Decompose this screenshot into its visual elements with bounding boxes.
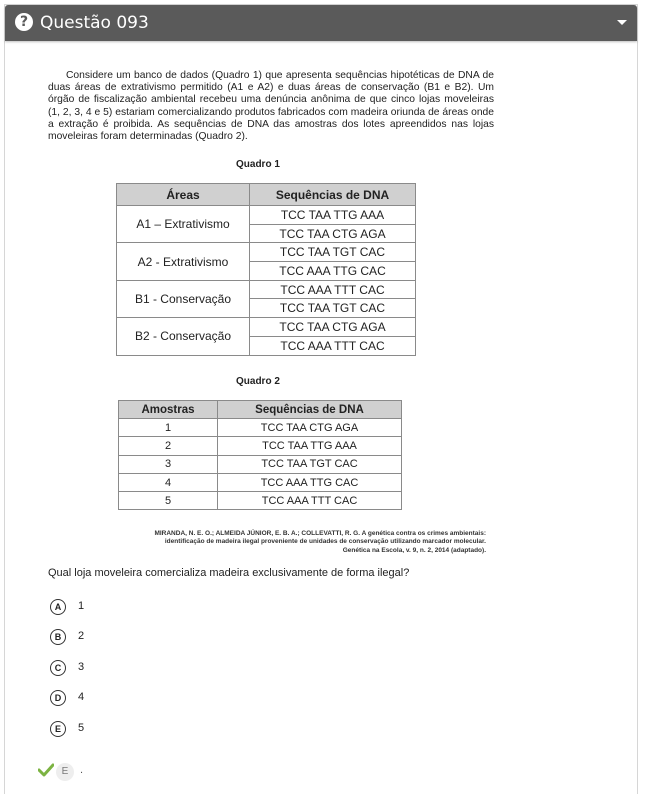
quadro1-seq: TCC TAA TTG AAA (250, 206, 416, 225)
reference-citation (48, 530, 486, 555)
quadro1-seq: TCC TAA CTG AGA (250, 318, 416, 337)
reference-line: identificação de madeira ilegal proveniente de unidades de conservação utilizando marcador molecular. (164, 538, 486, 546)
quadro1-area: B2 - Conservação (117, 318, 250, 355)
quadro1-title: Quadro 1 (236, 159, 280, 170)
quadro1-seq: TCC TAA TGT CAC (250, 243, 416, 262)
quadro2-seq: TCC TAA TTG AAA (218, 437, 402, 455)
option-letter-e[interactable]: E (50, 721, 66, 737)
quadro2-amostra: 3 (119, 455, 218, 473)
option-text[interactable]: 2 (78, 630, 85, 642)
quadro2-header-amostras: Amostras (119, 401, 218, 419)
reference-line: MIRANDA, N. E. O.; ALMEIDA JÚNIOR, E. B. A.; COLLEVATTI, R. G. A genética contra os crimes ambientais: (154, 530, 486, 537)
question-title: Questão 093 (40, 13, 149, 33)
quadro2-title: Quadro 2 (236, 376, 280, 387)
quadro1-seq: TCC TAA TGT CAC (250, 299, 416, 318)
quadro2-seq: TCC TAA TGT CAC (218, 455, 402, 473)
option-letter-b[interactable]: B (50, 629, 66, 645)
quadro1-header-seq: Sequências de DNA (250, 184, 416, 206)
question-header[interactable] (5, 5, 637, 41)
quadro1-area: A1 – Extrativismo (117, 206, 250, 243)
quadro2-header-seq: Sequências de DNA (218, 401, 402, 419)
option-text[interactable]: 1 (78, 600, 85, 612)
quadro1-header-areas: Áreas (117, 184, 250, 206)
option-letter-c[interactable]: C (50, 660, 66, 676)
option-letter-a[interactable]: A (50, 599, 66, 615)
quadro2-amostra: 2 (119, 437, 218, 455)
question-circle-icon: ? (15, 13, 33, 31)
quadro1-seq: TCC AAA TTT CAC (250, 280, 416, 299)
quadro2-seq: TCC AAA TTG CAC (218, 473, 402, 491)
reference-line: Genética na Escola, v. 9, n. 2, 2014 (adaptado). (342, 546, 486, 554)
question-prompt: Qual loja moveleira comercializa madeira exclusivamente de forma ilegal? (48, 567, 410, 579)
question-statement: Considere um banco de dados (Quadro 1) que apresenta sequências hipotéticas de DNA de duas áreas de extrativismo permitido (A1 e A2) e duas áreas de conservação (B1 e B2). Um órgão de fiscalização ambiental recebeu uma denúncia anônima de que cinco lojas moveleiras (1, 2, 3, 4 e 5) estariam comercializando produtos fabricados com madeira oriunda de áreas onde a extração é proibida. As sequências de DNA das amostras dos lotes apreendidos nas lojas moveleiras foram determinadas (Quadro 2). (48, 70, 494, 143)
quadro2-amostra: 5 (119, 492, 218, 510)
quadro2-seq: TCC AAA TTT CAC (218, 492, 402, 510)
quadro2-amostra: 1 (119, 419, 218, 437)
quadro2-seq: TCC TAA CTG AGA (218, 419, 402, 437)
caret-down-icon[interactable] (617, 20, 627, 25)
answer-suffix: . (80, 764, 84, 776)
option-text[interactable]: 3 (78, 661, 85, 673)
option-text[interactable]: 4 (78, 691, 85, 703)
quadro2-table (118, 400, 402, 510)
checkmark-icon (38, 763, 54, 777)
quadro1-seq: TCC AAA TTG CAC (250, 262, 416, 281)
quadro1-table (116, 183, 416, 356)
quadro1-seq: TCC AAA TTT CAC (250, 336, 416, 355)
answer-badge: E (56, 763, 74, 781)
quadro1-area: B1 - Conservação (117, 280, 250, 317)
quadro1-area: A2 - Extrativismo (117, 243, 250, 280)
quadro2-amostra: 4 (119, 473, 218, 491)
option-text[interactable]: 5 (78, 722, 85, 734)
quadro1-seq: TCC TAA CTG AGA (250, 224, 416, 243)
option-letter-d[interactable]: D (50, 690, 66, 706)
